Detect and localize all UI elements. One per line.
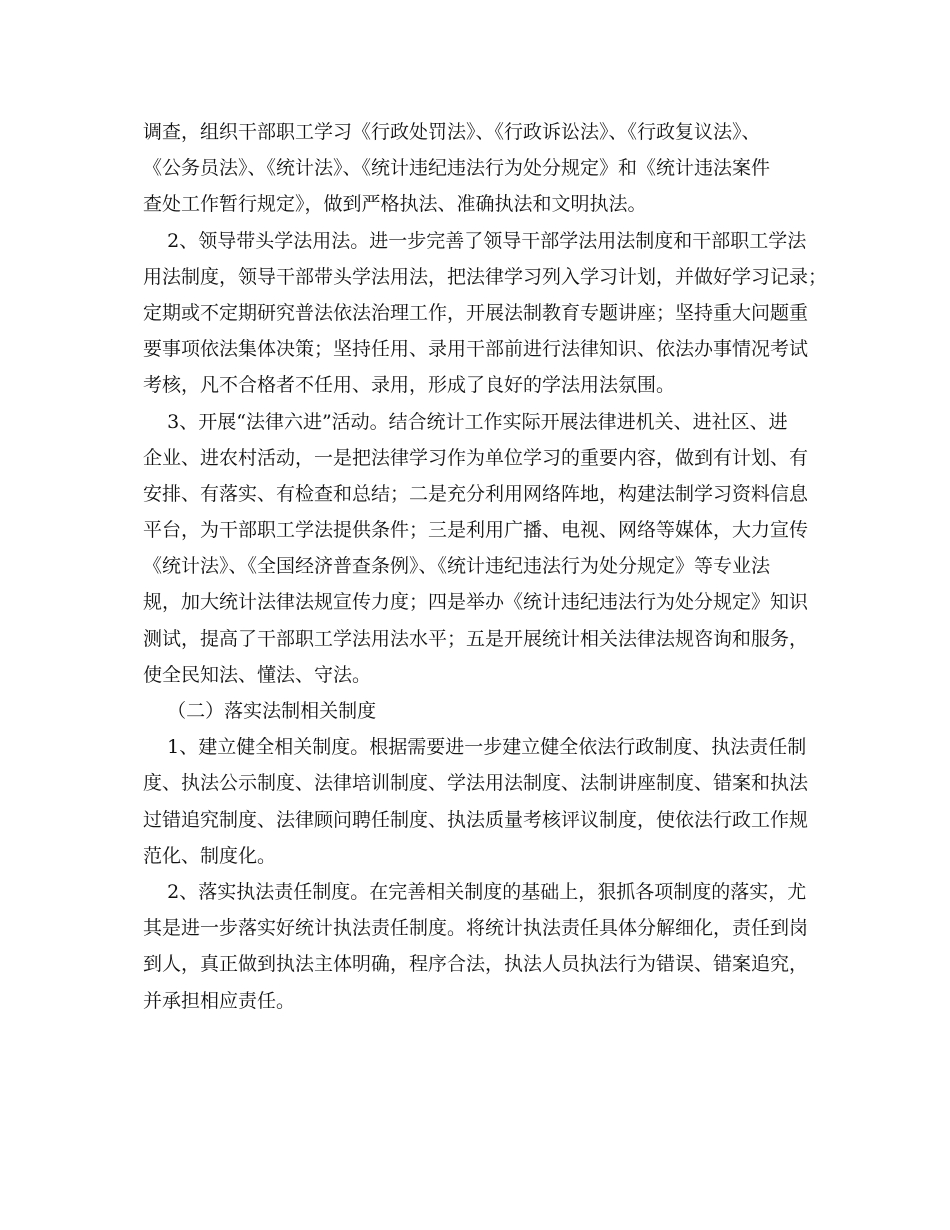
text-line: 范化、制度化。 — [143, 844, 277, 867]
text-line: 测试，提高了干部职工学法用法水平；五是开展统计相关法律法规咨询和服务， — [143, 627, 809, 650]
text-line: 2、领导带头学法用法。进一步完善了领导干部学法用法制度和干部职工学法 — [143, 229, 807, 252]
text-line: 并承担相应责任。 — [143, 989, 296, 1012]
text-line: 规，加大统计法律法规宣传力度；四是举办《统计违纪违法行为处分规定》知识 — [143, 591, 809, 614]
text-line: 要事项依法集体决策；坚持任用、录用干部前进行法律知识、依法办事情况考试 — [143, 338, 809, 361]
text-line: 企业、进农村活动，一是把法律学习作为单位学习的重要内容，做到有计划、有 — [143, 446, 809, 469]
document-body — [143, 114, 828, 1019]
text-line: 查处工作暂行规定》，做到严格执法、准确执法和文明执法。 — [143, 193, 647, 216]
text-line: 考核，凡不合格者不任用、录用，形成了良好的学法用法氛围。 — [143, 374, 676, 397]
text-line: 过错追究制度、法律顾问聘任制度、执法质量考核评议制度，使依法行政工作规 — [143, 808, 809, 831]
text-line: 度、执法公示制度、法律培训制度、学法用法制度、法制讲座制度、错案和执法 — [143, 772, 809, 795]
text-line: 调查，组织干部职工学习《行政处罚法》、《行政诉讼法》、《行政复议法》、 — [143, 121, 761, 143]
text-line: 到人，真正做到执法主体明确，程序合法，执法人员执法行为错误、错案追究， — [143, 953, 809, 976]
text-line: 2、落实执法责任制度。在完善相关制度的基础上，狠抓各项制度的落实，尤 — [143, 880, 807, 903]
text-line: 平台，为干部职工学法提供条件；三是利用广播、电视、网络等媒体，大力宣传 — [143, 519, 809, 542]
text-line: 定期或不定期研究普法依法治理工作，开展法制教育专题讲座；坚持重大问题重 — [143, 301, 809, 324]
section-heading: （二）落实法制相关制度 — [143, 700, 377, 722]
text-line: 使全民知法、懂法、守法。 — [143, 663, 372, 686]
text-line: 《统计法》、《全国经济普查条例》、《统计违纪违法行为处分规定》等专业法 — [143, 555, 771, 578]
text-line: 1、建立健全相关制度。根据需要进一步建立健全依法行政制度、执法责任制 — [143, 736, 807, 759]
text-line: 安排、有落实、有检查和总结；二是充分利用网络阵地，构建法制学习资料信息 — [143, 482, 809, 505]
text-line: 用法制度，领导干部带头学法用法，把法律学习列入学习计划，并做好学习记录； — [143, 265, 828, 288]
text-line: 3、开展“法律六进”活动。结合统计工作实际开展法律进机关、进社区、进 — [143, 410, 788, 433]
text-line: 《公务员法》、《统计法》、《统计违纪违法行为处分规定》和《统计违法案件 — [143, 157, 771, 180]
text-line: 其是进一步落实好统计执法责任制度。将统计执法责任具体分解细化，责任到岗 — [143, 917, 809, 940]
